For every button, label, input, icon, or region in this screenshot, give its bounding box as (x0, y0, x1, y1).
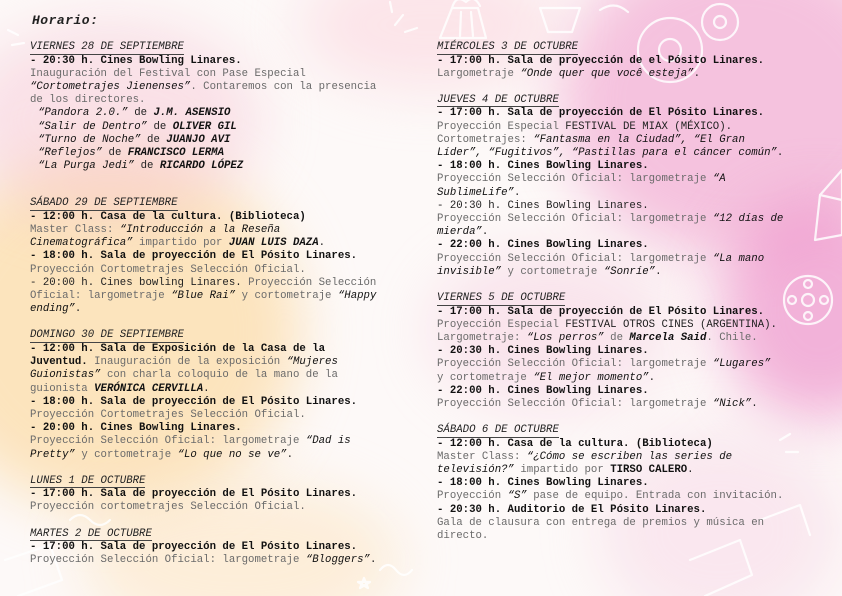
event-time: - 20:30 h. Cines Bowling Linares. (30, 54, 242, 67)
day-block-lunes-1 (30, 475, 415, 515)
event-description: Largometraje: “Los perros” de Marcela Said. Chile. (437, 331, 758, 344)
event-description: ending”. (30, 303, 82, 316)
event-time: - 18:00 h. Sala de proyección de El Pósito Linares. (30, 250, 358, 263)
event-description: y cortometraje “El mejor momento”. (437, 371, 656, 384)
event-description: Proyección Selección Oficial: largometraje “Dad is (30, 435, 351, 448)
event-description: televisión?” impartido por TIRSO CALERO. (437, 464, 694, 477)
short-film-entry: “Pandora 2.0.” de J.M. ASENSIO (38, 107, 231, 120)
cup-icon (540, 5, 628, 32)
day-heading: JUEVES 4 DE OCTUBRE (437, 93, 559, 106)
event-time: - 12:00 h. Casa de la cultura. (Biblioteca) (437, 437, 713, 450)
event-time: - 18:00 h. Cines Bowling Linares. (437, 477, 649, 490)
event-description: Proyección Selección Oficial: largometraje “Bloggers”. (30, 554, 377, 567)
day-heading: LUNES 1 DE OCTUBRE (30, 474, 146, 487)
event-time: - 18:00 h. Cines Bowling Linares. (437, 160, 649, 173)
event-description: Proyección Selección Oficial: largometraje “Lugares” (437, 358, 771, 371)
event-time: - 20:30 h. Cines Bowling Linares. (437, 345, 649, 358)
day-block-viernes-5 (437, 292, 822, 411)
page-title: Horario: (32, 13, 99, 28)
event-description: mierda”. (437, 226, 489, 239)
event-description: de los directores. (30, 94, 146, 107)
day-heading: SÁBADO 29 DE SEPTIEMBRE (30, 197, 178, 210)
event-description: Proyección Especial FESTIVAL OTROS CINES (ARGENTINA). (437, 318, 777, 331)
day-block-jueves-4 (437, 94, 822, 279)
event-description: Proyección cortometrajes Selección Oficial. (30, 501, 306, 514)
event-description: Proyección Selección Oficial: largometraje “12 días de (437, 213, 784, 226)
day-block-sabado-6 (437, 424, 822, 543)
event-description: Proyección Cortometrajes Selección Oficial. (30, 263, 306, 276)
event-description: Master Class: “Introducción a la Reseña (30, 224, 281, 237)
event-time: - 17:00 h. Sala de proyección de El Pósito Linares. (437, 107, 765, 120)
event-time: - 17:00 h. Sala de proyección de El Pósito Linares. (437, 305, 765, 318)
day-block-martes-2 (30, 528, 415, 568)
event-time: - 17:00 h. Sala de proyección de el Pósito Linares. (437, 54, 765, 67)
event-description: Cortometrajes: “Fantasma en la Ciudad”, “El Gran (437, 133, 745, 146)
event-description: Proyección “S” pase de equipo. Entrada con invitación. (437, 490, 784, 503)
event-description: Gala de clausura con entrega de premios y música en (437, 516, 765, 529)
short-film-entry: “La Purga Jedi” de RICARDO LÓPEZ (38, 160, 244, 173)
short-film-entry: “Turno de Noche” de JUANJO AVI (38, 133, 231, 146)
day-heading: MIÉRCOLES 3 DE OCTUBRE (437, 41, 579, 53)
event-description: Largometraje “Onde quer que você esteja”. (437, 67, 700, 80)
event-description: Proyección Especial FESTIVAL DE MIAX (MÉXICO). (437, 120, 733, 133)
day-block-sabado-29 (30, 197, 415, 316)
event-description: Proyección Selección Oficial: largometraje “A (437, 173, 726, 186)
event-description: Pretty” y cortometraje “Lo que no se ve”. (30, 448, 293, 461)
event-description: Líder”, “Fugitivos”, “Pastillas para el cáncer común”. (437, 147, 784, 160)
left-column (30, 41, 415, 581)
day-block-domingo-30 (30, 329, 415, 461)
day-heading: VIERNES 28 DE SEPTIEMBRE (30, 41, 184, 53)
day-heading: VIERNES 5 DE OCTUBRE (437, 292, 566, 305)
day-heading: DOMINGO 30 DE SEPTIEMBRE (30, 329, 184, 342)
event-time: - 22:00 h. Cines Bowling Linares. (437, 239, 649, 252)
short-film-entry: “Reflejos” de FRANCISCO LERMA (38, 146, 225, 159)
event-time: - 18:00 h. Sala de proyección de El Pósito Linares. (30, 395, 358, 408)
event-description: SublimeLife”. (437, 186, 521, 199)
event-description: Juventud. Inauguración de la exposición “Mujeres (30, 356, 338, 369)
event-description: invisible” y cortometraje “Sonríe”. (437, 265, 662, 278)
event-description: Inauguración del Festival con Pase Especial (30, 67, 306, 80)
event-description: Oficial: largometraje “Blue Rai” y cortometraje “Happy (30, 290, 377, 303)
event-description: guionista VERÓNICA CERVILLA. (30, 382, 210, 395)
event-description: directo. (437, 530, 489, 543)
popcorn-icon (440, 0, 486, 38)
event-time: - 17:00 h. Sala de proyección de El Pósito Linares. (30, 488, 358, 501)
event-time: - 20:30 h. Auditorio de El Pósito Linares. (437, 503, 707, 516)
event-description: Cinematográfica” impartido por JUAN LUIS DAZA. (30, 237, 326, 250)
day-heading: MARTES 2 DE OCTUBRE (30, 527, 152, 540)
right-column (437, 41, 822, 556)
event-time: - 20:00 h. Cines Bowling Linares. (30, 422, 242, 435)
event-description: “Cortometrajes Jienenses”. Contaremos con la presencia (30, 80, 377, 93)
event-time: - 20:30 h. Cines Bowling Linares. (437, 199, 649, 212)
day-heading: SÁBADO 6 DE OCTUBRE (437, 424, 559, 437)
event-time: - 17:00 h. Sala de proyección de El Pósito Linares. (30, 541, 358, 554)
event-description: Master Class: “¿Cómo se escriben las series de (437, 450, 733, 463)
day-block-miercoles-3 (437, 41, 822, 81)
event-description: Proyección Selección Oficial: largometraje “La mano (437, 252, 765, 265)
event-description: Guionistas” con charla coloquio de la mano de la (30, 369, 338, 382)
day-block-viernes-28 (30, 41, 415, 173)
event-time: - 22:00 h. Cines Bowling Linares. (437, 384, 649, 397)
event-description: Proyección Selección Oficial: largometraje “Nick”. (437, 397, 758, 410)
short-film-entry: “Salir de Dentro” de OLIVER GIL (38, 120, 237, 133)
event-time: - 12:00 h. Sala de Exposición de la Casa de la (30, 342, 326, 355)
event-description: Proyección Cortometrajes Selección Oficial. (30, 408, 306, 421)
event-description: - 20:00 h. Cines bowling Linares. Proyección Selección (30, 276, 377, 289)
event-time: - 12:00 h. Casa de la cultura. (Biblioteca) (30, 210, 306, 223)
